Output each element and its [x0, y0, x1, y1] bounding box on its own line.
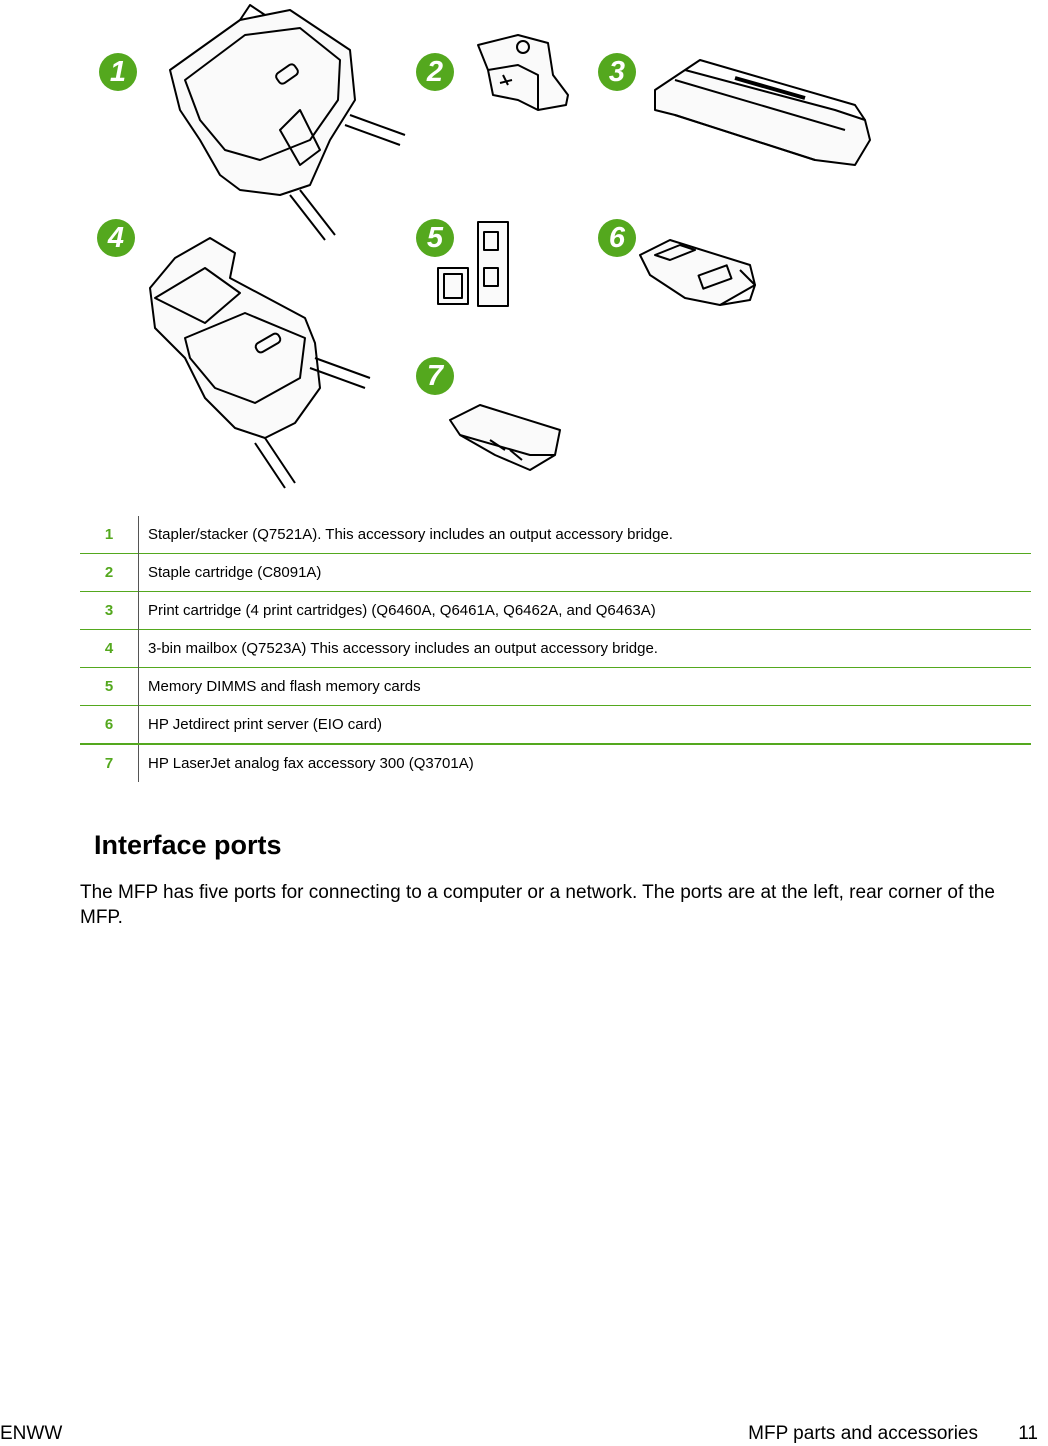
table-row: [80, 516, 1031, 554]
row-number: 2: [80, 554, 139, 592]
row-number: 3: [80, 592, 139, 630]
footer-chapter-title: MFP parts and accessories: [748, 1423, 978, 1444]
row-description: Stapler/stacker (Q7521A). This accessory includes an output accessory bridge.: [148, 526, 673, 543]
accessories-legend-table: [80, 516, 1031, 782]
mailbox-drawing: [150, 238, 370, 488]
section-heading: Interface ports: [94, 830, 282, 860]
table-row: [80, 706, 1031, 745]
row-description: HP LaserJet analog fax accessory 300 (Q3701A): [148, 755, 474, 772]
callout-badge-6: 6: [598, 219, 636, 257]
footer-doc-id: ENWW: [0, 1423, 63, 1444]
row-description: Print cartridge (4 print cartridges) (Q6460A, Q6461A, Q6462A, and Q6463A): [148, 602, 656, 619]
accessories-illustration: [0, 0, 1048, 500]
table-row: [80, 668, 1031, 706]
fax-accessory-drawing: [450, 405, 560, 470]
row-description: Staple cartridge (C8091A): [148, 564, 322, 581]
row-description: Memory DIMMS and flash memory cards: [148, 678, 421, 695]
callout-badge-7: 7: [416, 357, 454, 395]
accessories-drawing: [0, 0, 1048, 500]
print-cartridge-drawing: [655, 60, 870, 165]
section-body-text: The MFP has five ports for connecting to a computer or a network. The ports are at the left, rear corner of the MFP.: [80, 882, 995, 928]
callout-badge-2: 2: [416, 53, 454, 91]
row-number: 6: [80, 706, 139, 745]
callout-badge-5: 5: [416, 219, 454, 257]
staple-cartridge-drawing: [478, 35, 568, 110]
callout-badge-1: 1: [99, 53, 137, 91]
row-number: 1: [80, 516, 139, 554]
row-number: 4: [80, 630, 139, 668]
row-number: 5: [80, 668, 139, 706]
row-description: 3-bin mailbox (Q7523A) This accessory includes an output accessory bridge.: [148, 640, 658, 657]
jetdirect-card-drawing: [640, 240, 755, 305]
table-row: [80, 554, 1031, 592]
table-row: [80, 630, 1031, 668]
footer-page-number: 11: [1018, 1423, 1038, 1444]
callout-badge-4: 4: [97, 219, 135, 257]
stapler-stacker-drawing: [170, 5, 405, 240]
row-description: HP Jetdirect print server (EIO card): [148, 716, 382, 733]
table-row: [80, 744, 1031, 782]
row-number: 7: [80, 744, 139, 782]
callout-badge-3: 3: [598, 53, 636, 91]
table-row: [80, 592, 1031, 630]
